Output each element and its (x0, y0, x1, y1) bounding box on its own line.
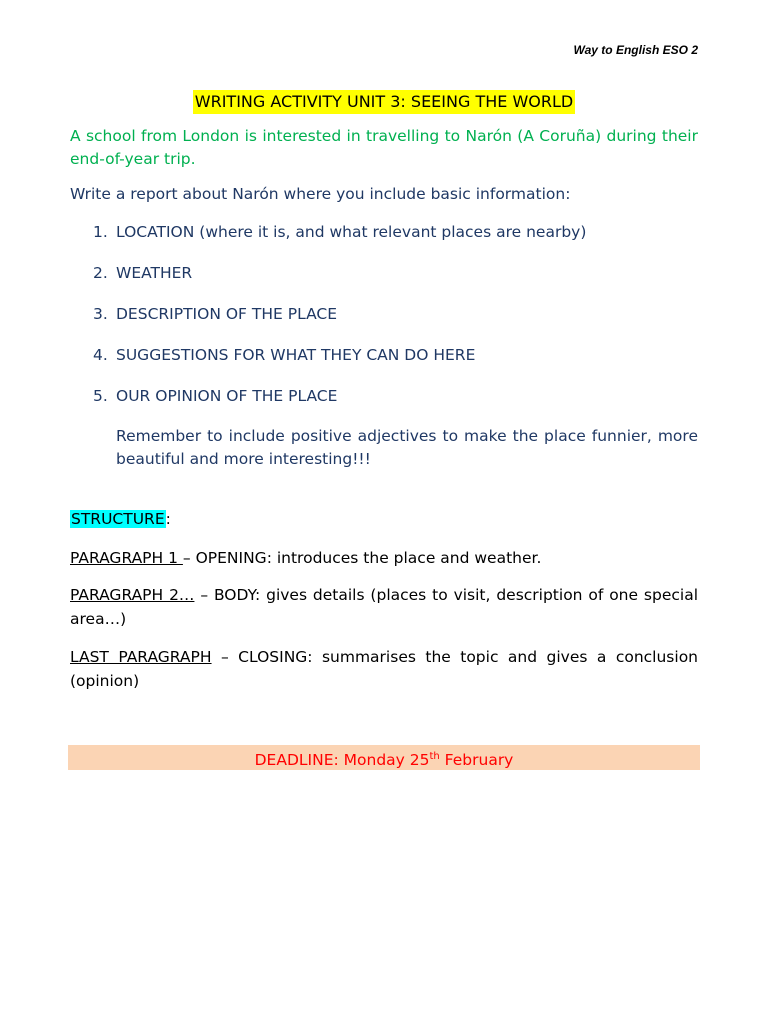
deadline-prefix: DEADLINE: Monday 25 (254, 751, 430, 770)
requirements-list (93, 220, 586, 425)
list-item (93, 384, 586, 425)
paragraph-text: – BODY: gives details (places to visit, description of one special area…) (70, 586, 699, 628)
list-item-text: DESCRIPTION OF THE PLACE (116, 305, 338, 323)
title-block (0, 90, 768, 114)
paragraph-text: – OPENING: introduces the place and weather. (182, 549, 542, 567)
list-item (93, 261, 586, 302)
paragraph-text: – CLOSING: summarises the topic and gives a conclusion (opinion) (70, 648, 698, 690)
list-number: 4. (93, 346, 108, 364)
structure-colon: : (165, 510, 171, 528)
list-item (93, 343, 586, 384)
paragraph-label: PARAGRAPH 1 (70, 549, 183, 567)
page-title: WRITING ACTIVITY UNIT 3: SEEING THE WORLD (193, 90, 575, 114)
list-item-text: SUGGESTIONS FOR WHAT THEY CAN DO HERE (116, 346, 476, 364)
paragraph-1-description (70, 546, 698, 570)
list-item-text: OUR OPINION OF THE PLACE (116, 387, 338, 405)
deadline-text (255, 751, 514, 769)
paragraph-label: LAST PARAGRAPH (70, 648, 212, 666)
reminder-text: Remember to include positive adjectives to make the place funnier, more beautiful and more interesting!!! (116, 427, 698, 468)
list-item-text: WEATHER (116, 264, 193, 282)
paragraph-label: PARAGRAPH 2… (70, 586, 195, 604)
intro-text: A school from London is interested in travelling to Narón (A Coruña) during their end-of-year trip. (70, 127, 698, 168)
list-number: 5. (93, 387, 108, 405)
list-number: 2. (93, 264, 108, 282)
paragraph-2-description (70, 583, 698, 631)
list-number: 1. (93, 223, 108, 241)
last-paragraph-description (70, 645, 698, 693)
deadline-ordinal: th (429, 751, 440, 762)
list-item-text: LOCATION (where it is, and what relevant places are nearby) (116, 223, 587, 241)
deadline-suffix: February (439, 751, 514, 770)
list-item (93, 220, 586, 261)
book-header: Way to English ESO 2 (573, 43, 698, 57)
list-item (93, 302, 586, 343)
deadline-bar (68, 745, 700, 770)
structure-label: STRUCTURE (71, 510, 165, 528)
list-number: 3. (93, 305, 108, 323)
structure-heading (70, 508, 171, 530)
task-instruction: Write a report about Narón where you include basic information: (70, 185, 571, 203)
